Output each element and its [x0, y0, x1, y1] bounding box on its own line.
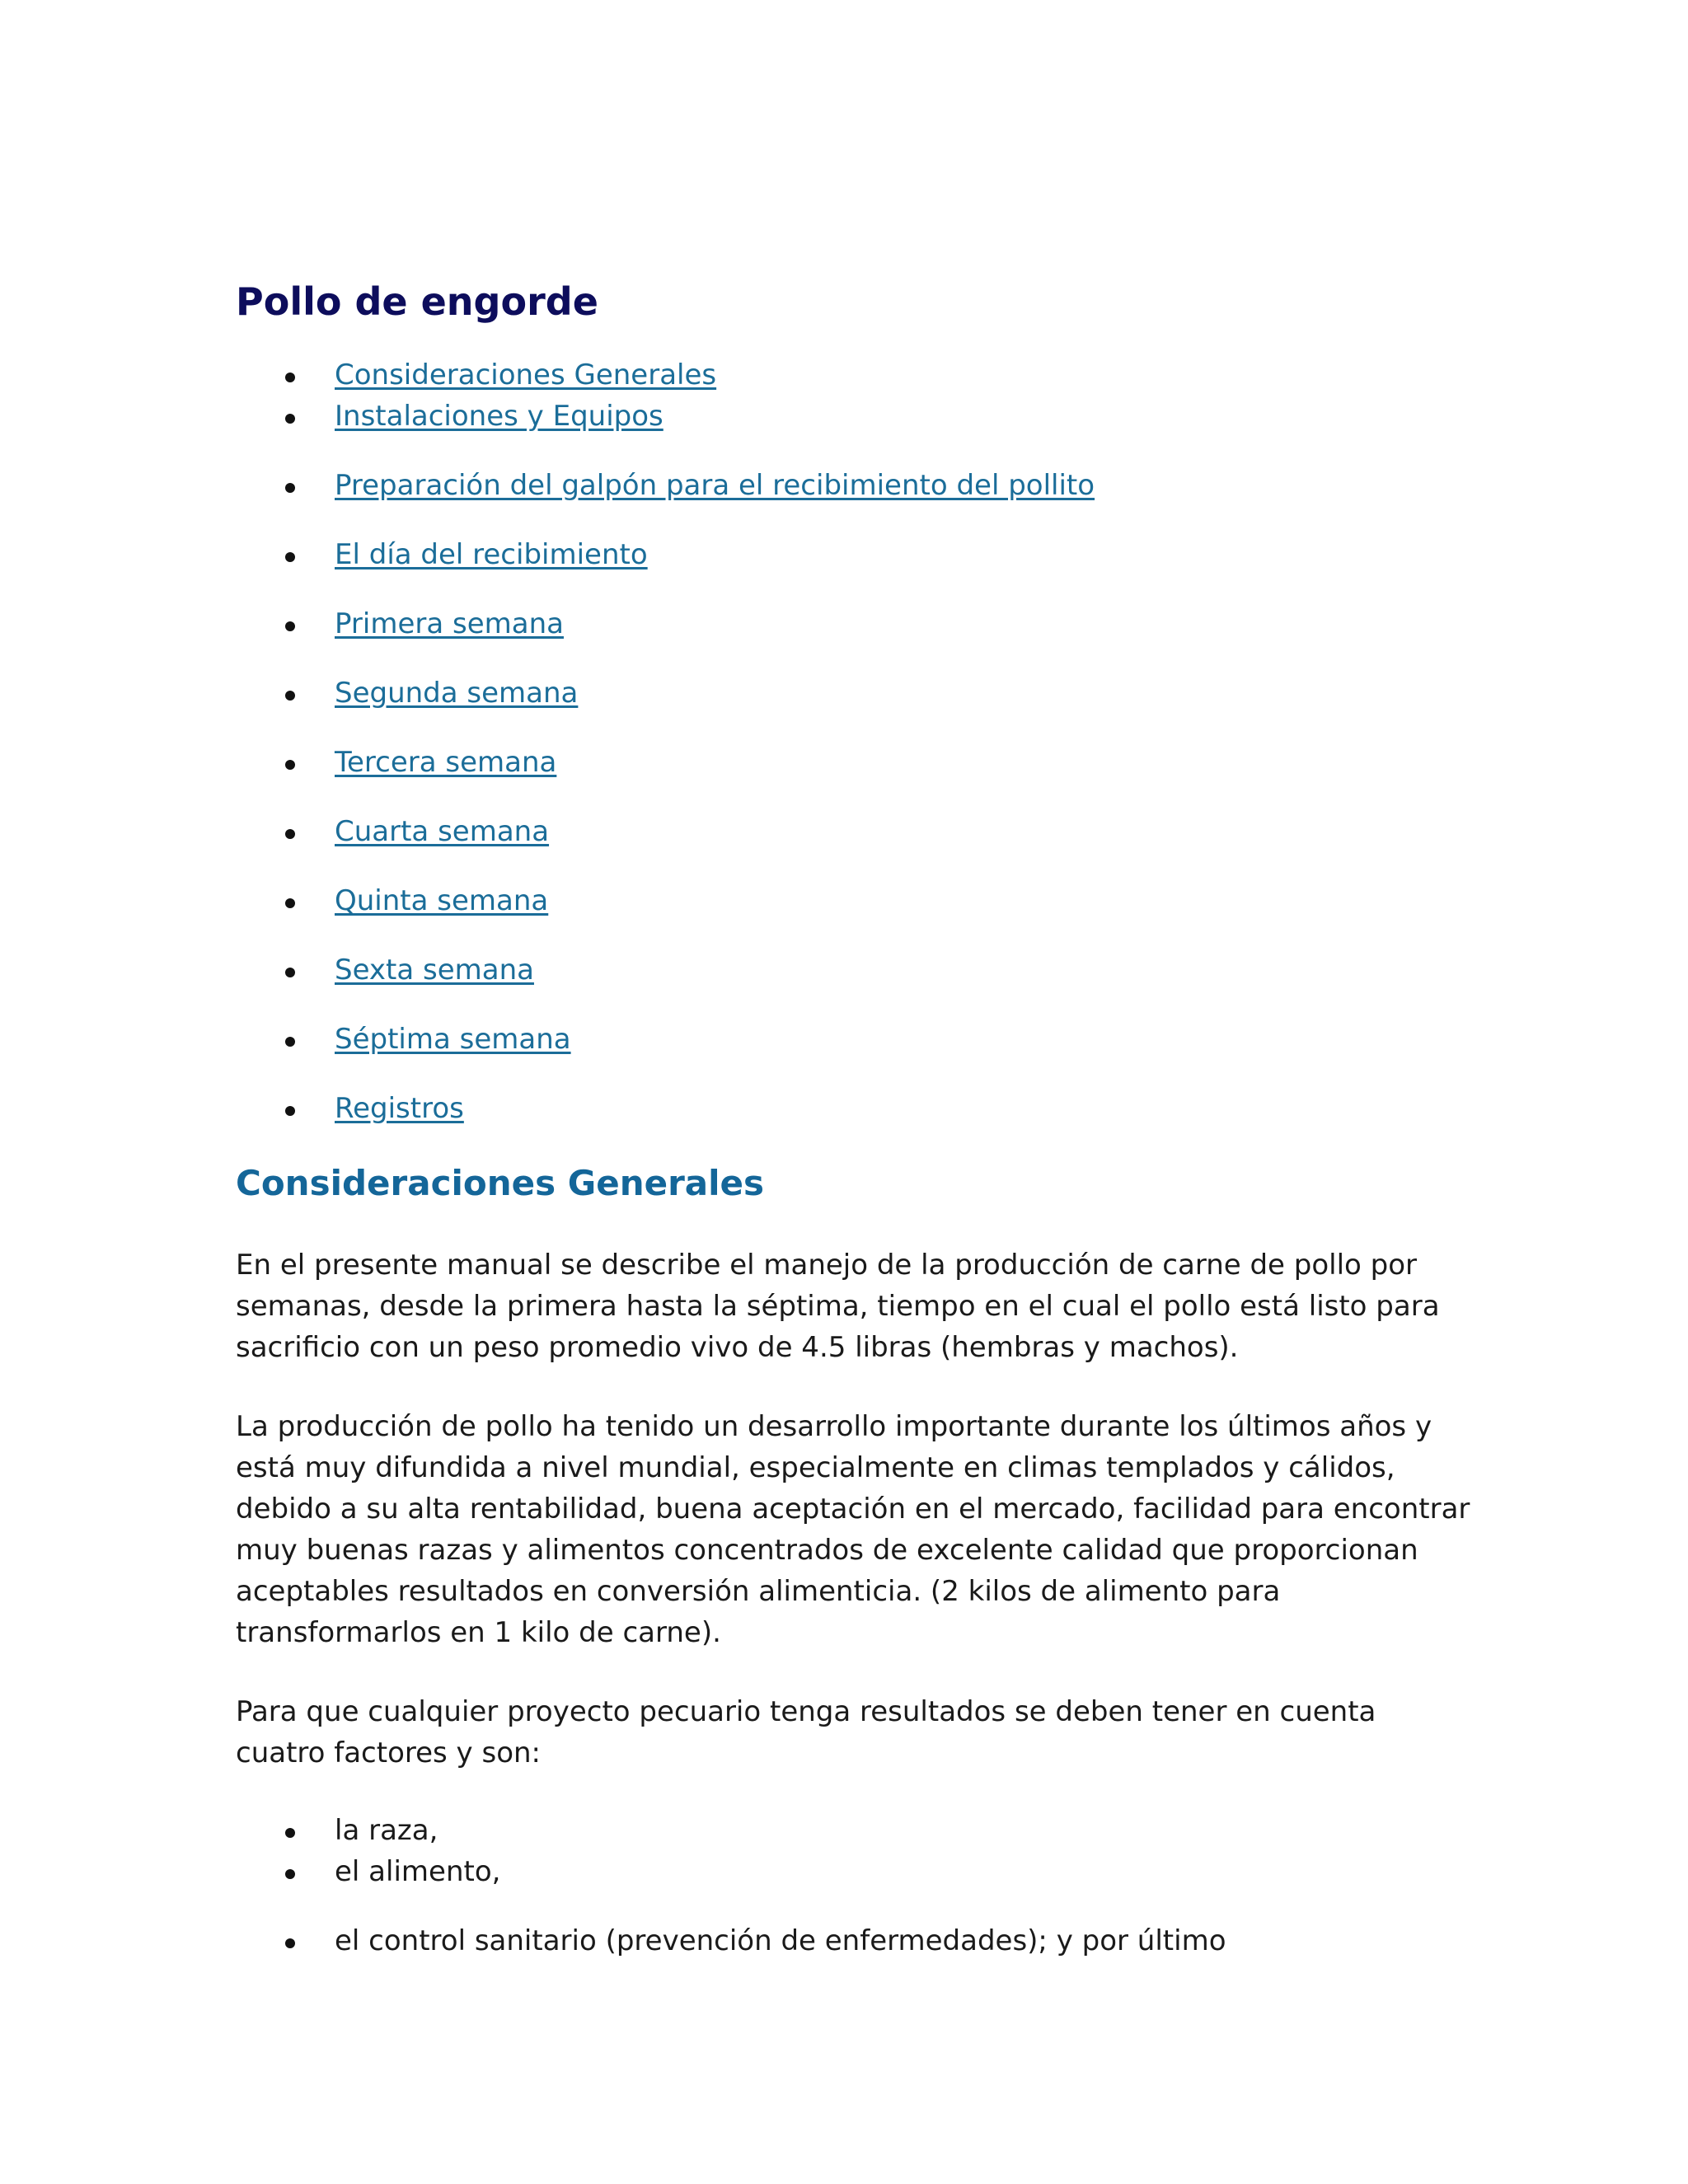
bullet-icon — [285, 1828, 295, 1838]
toc-link-dia-recibimiento[interactable]: El día del recibimiento — [335, 538, 648, 571]
bullet-icon — [285, 414, 295, 424]
toc-item — [236, 465, 1472, 506]
toc-link-cuarta-semana[interactable]: Cuarta semana — [335, 815, 550, 848]
toc-link-preparacion-galpon[interactable]: Preparación del galpón para el recibimiento del pollito — [335, 469, 1095, 502]
list-item — [236, 1810, 1472, 1851]
page-title: Pollo de engorde — [236, 279, 598, 324]
bullet-icon — [285, 898, 295, 908]
toc-item — [236, 354, 1472, 396]
toc-item — [236, 949, 1472, 991]
list-item-text: el alimento, — [335, 1855, 501, 1888]
section-title: Consideraciones Generales — [236, 1163, 765, 1203]
toc-link-septima-semana[interactable]: Séptima semana — [335, 1023, 571, 1056]
toc-link-instalaciones-y-equipos[interactable]: Instalaciones y Equipos — [335, 400, 663, 433]
factors-list — [236, 1810, 1472, 1961]
toc-item — [236, 1088, 1472, 1129]
toc-item — [236, 603, 1472, 644]
bullet-icon — [285, 1106, 295, 1116]
toc-link-consideraciones-generales[interactable]: Consideraciones Generales — [335, 359, 717, 391]
toc-item — [236, 880, 1472, 921]
toc-link-quinta-semana[interactable]: Quinta semana — [335, 884, 549, 917]
toc-item — [236, 396, 1472, 437]
bullet-icon — [285, 483, 295, 493]
list-item — [236, 1851, 1472, 1892]
toc-item — [236, 811, 1472, 852]
toc-item — [236, 534, 1472, 575]
list-item-text: la raza, — [335, 1814, 438, 1847]
paragraph: Para que cualquier proyecto pecuario tenga resultados se deben tener en cuenta cuatro factores y son: — [236, 1695, 1376, 1769]
table-of-contents — [236, 354, 1472, 1129]
toc-link-segunda-semana[interactable]: Segunda semana — [335, 677, 579, 710]
bullet-icon — [285, 552, 295, 562]
toc-item — [236, 673, 1472, 714]
bullet-icon — [285, 621, 295, 631]
toc-link-primera-semana[interactable]: Primera semana — [335, 607, 564, 640]
toc-item — [236, 742, 1472, 783]
bullet-icon — [285, 1938, 295, 1948]
list-item — [236, 1920, 1472, 1961]
list-item-text: el control sanitario (prevención de enfermedades); y por último — [335, 1924, 1226, 1957]
document-page — [236, 272, 1472, 1961]
bullet-icon — [285, 691, 295, 701]
toc-link-registros[interactable]: Registros — [335, 1092, 464, 1125]
paragraph: La producción de pollo ha tenido un desarrollo importante durante los últimos años y está muy difundida a nivel mundial, especialmente en climas templados y cálidos, debido a su alta rentabilidad, buena aceptación en el mercado, facilidad para encontrar muy buenas razas y alimentos concentrados de excelente calidad que proporcionan aceptables resultados en conversión alimenticia. (2 kilos de alimento para transformarlos en 1 kilo de carne). — [236, 1410, 1470, 1649]
bullet-icon — [285, 829, 295, 839]
bullet-icon — [285, 968, 295, 977]
bullet-icon — [285, 373, 295, 382]
toc-link-tercera-semana[interactable]: Tercera semana — [335, 746, 557, 779]
paragraph: En el presente manual se describe el manejo de la producción de carne de pollo por semanas, desde la primera hasta la séptima, tiempo en el cual el pollo está listo para sacrificio con un peso promedio vivo de 4.5 libras (hembras y machos). — [236, 1249, 1440, 1364]
bullet-icon — [285, 1869, 295, 1879]
bullet-icon — [285, 1037, 295, 1047]
toc-link-sexta-semana[interactable]: Sexta semana — [335, 954, 534, 987]
toc-item — [236, 1019, 1472, 1060]
bullet-icon — [285, 760, 295, 770]
